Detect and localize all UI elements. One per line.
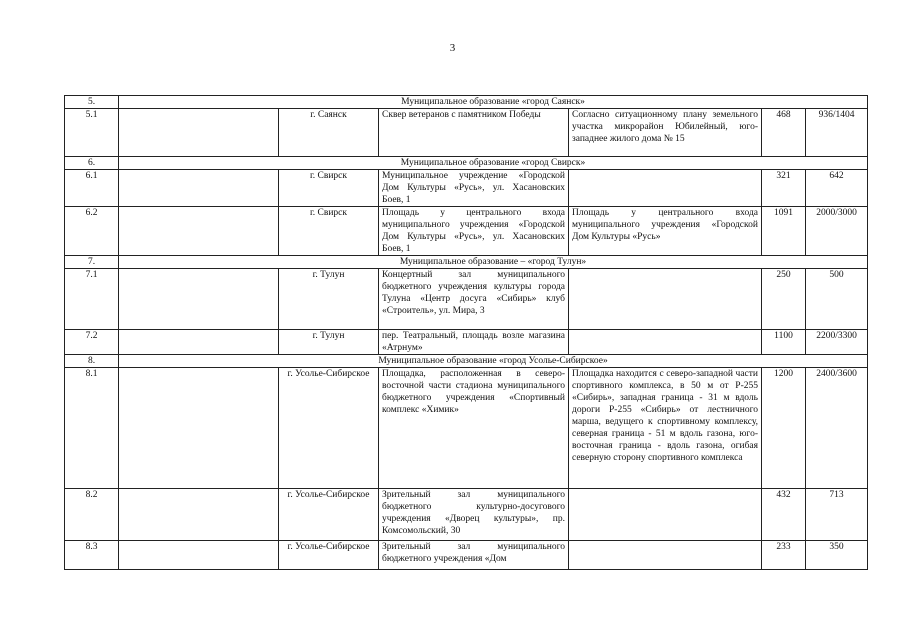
table-row bbox=[65, 330, 868, 355]
row-city: г. Саянск bbox=[279, 109, 379, 157]
table-row bbox=[65, 489, 868, 541]
table-row bbox=[65, 170, 868, 207]
row-object: Сквер ветеранов с памятником Победы bbox=[379, 109, 569, 157]
empty-cell bbox=[119, 489, 279, 541]
page-number: 3 bbox=[449, 42, 456, 54]
row-object: Зрительный зал муниципального бюджетного учреждения «Дом bbox=[379, 541, 569, 570]
row-number: 8.1 bbox=[65, 368, 119, 489]
row-object: Зрительный зал муниципального бюджетного культурно-досугового учреждения «Дворец культуры», пр. Комсомольский, 30 bbox=[379, 489, 569, 541]
row-area: 1100 bbox=[762, 330, 806, 355]
row-object: Концертный зал муниципального бюджетного учреждения культуры города Тулуна «Центр досуга «Сибирь» клуб «Строитель», ул. Мира, 3 bbox=[379, 269, 569, 330]
section-header-row bbox=[65, 157, 868, 170]
empty-cell bbox=[119, 170, 279, 207]
row-city: г. Усолье-Сибирское bbox=[279, 368, 379, 489]
row-number: 5.1 bbox=[65, 109, 119, 157]
row-number: 6.2 bbox=[65, 207, 119, 256]
empty-cell bbox=[119, 368, 279, 489]
empty-cell bbox=[119, 541, 279, 570]
row-capacity: 500 bbox=[806, 269, 868, 330]
row-area: 250 bbox=[762, 269, 806, 330]
table-row bbox=[65, 109, 868, 157]
section-number: 7. bbox=[65, 256, 119, 269]
row-capacity: 2200/3300 bbox=[806, 330, 868, 355]
section-header-row bbox=[65, 256, 868, 269]
row-object: Площадь у центрального входа муниципального учреждения «Городской Дом Культуры «Русь», ул. Хасановских Боев, 1 bbox=[379, 207, 569, 256]
row-city: г. Свирск bbox=[279, 207, 379, 256]
row-number: 8.3 bbox=[65, 541, 119, 570]
empty-cell bbox=[119, 269, 279, 330]
row-city: г. Тулун bbox=[279, 330, 379, 355]
section-header-row bbox=[65, 355, 868, 368]
row-location bbox=[569, 330, 762, 355]
row-area: 468 bbox=[762, 109, 806, 157]
section-header-row bbox=[65, 96, 868, 109]
row-area: 233 bbox=[762, 541, 806, 570]
row-capacity: 936/1404 bbox=[806, 109, 868, 157]
section-title: Муниципальное образование – «город Тулун» bbox=[119, 256, 868, 269]
row-object: Площадка, расположенная в северо-восточной части стадиона муниципального бюджетного учреждения «Спортивный комплекс «Химик» bbox=[379, 368, 569, 489]
row-capacity: 350 bbox=[806, 541, 868, 570]
row-location: Согласно ситуационному плану земельного участка микрорайон Юбилейный, юго-западнее жилого дома № 15 bbox=[569, 109, 762, 157]
row-object: пер. Театральный, площадь возле магазина «Атрнум» bbox=[379, 330, 569, 355]
table-row bbox=[65, 207, 868, 256]
table-row bbox=[65, 541, 868, 570]
row-location bbox=[569, 269, 762, 330]
row-number: 7.2 bbox=[65, 330, 119, 355]
row-object: Муниципальное учреждение «Городской Дом Культуры «Русь», ул. Хасановских Боев, 1 bbox=[379, 170, 569, 207]
row-city: г. Тулун bbox=[279, 269, 379, 330]
row-city: г. Свирск bbox=[279, 170, 379, 207]
section-number: 8. bbox=[65, 355, 119, 368]
table-row bbox=[65, 368, 868, 489]
section-number: 5. bbox=[65, 96, 119, 109]
row-city: г. Усолье-Сибирское bbox=[279, 489, 379, 541]
row-area: 432 bbox=[762, 489, 806, 541]
section-title: Муниципальное образование «город Саянск» bbox=[119, 96, 868, 109]
section-number: 6. bbox=[65, 157, 119, 170]
empty-cell bbox=[119, 109, 279, 157]
row-area: 1200 bbox=[762, 368, 806, 489]
row-location bbox=[569, 170, 762, 207]
section-title: Муниципальное образование «город Усолье-Сибирское» bbox=[119, 355, 868, 368]
row-area: 1091 bbox=[762, 207, 806, 256]
empty-cell bbox=[119, 330, 279, 355]
empty-cell bbox=[119, 207, 279, 256]
venues-table bbox=[64, 95, 868, 570]
row-capacity: 713 bbox=[806, 489, 868, 541]
row-location bbox=[569, 541, 762, 570]
row-capacity: 642 bbox=[806, 170, 868, 207]
section-title: Муниципальное образование «город Свирск» bbox=[119, 157, 868, 170]
table-body bbox=[65, 96, 868, 570]
row-city: г. Усолье-Сибирское bbox=[279, 541, 379, 570]
row-capacity: 2000/3000 bbox=[806, 207, 868, 256]
row-capacity: 2400/3600 bbox=[806, 368, 868, 489]
row-number: 7.1 bbox=[65, 269, 119, 330]
row-area: 321 bbox=[762, 170, 806, 207]
row-location bbox=[569, 489, 762, 541]
row-number: 8.2 bbox=[65, 489, 119, 541]
row-location: Площадь у центрального входа муниципального учреждения «Городской Дом Культуры «Русь» bbox=[569, 207, 762, 256]
table-row bbox=[65, 269, 868, 330]
row-location: Площадка находится с северо-западной части спортивного комплекса, в 50 м от Р-255 «Сибирь», западная граница - 31 м вдоль дороги Р-255 «Сибирь» от лестничного марша, ведущего к спортивному комплексу, северная граница - 51 м вдоль газона, юго-восточная граница - вдоль газона, огибая северную сторону спортивного комплекса bbox=[569, 368, 762, 489]
row-number: 6.1 bbox=[65, 170, 119, 207]
